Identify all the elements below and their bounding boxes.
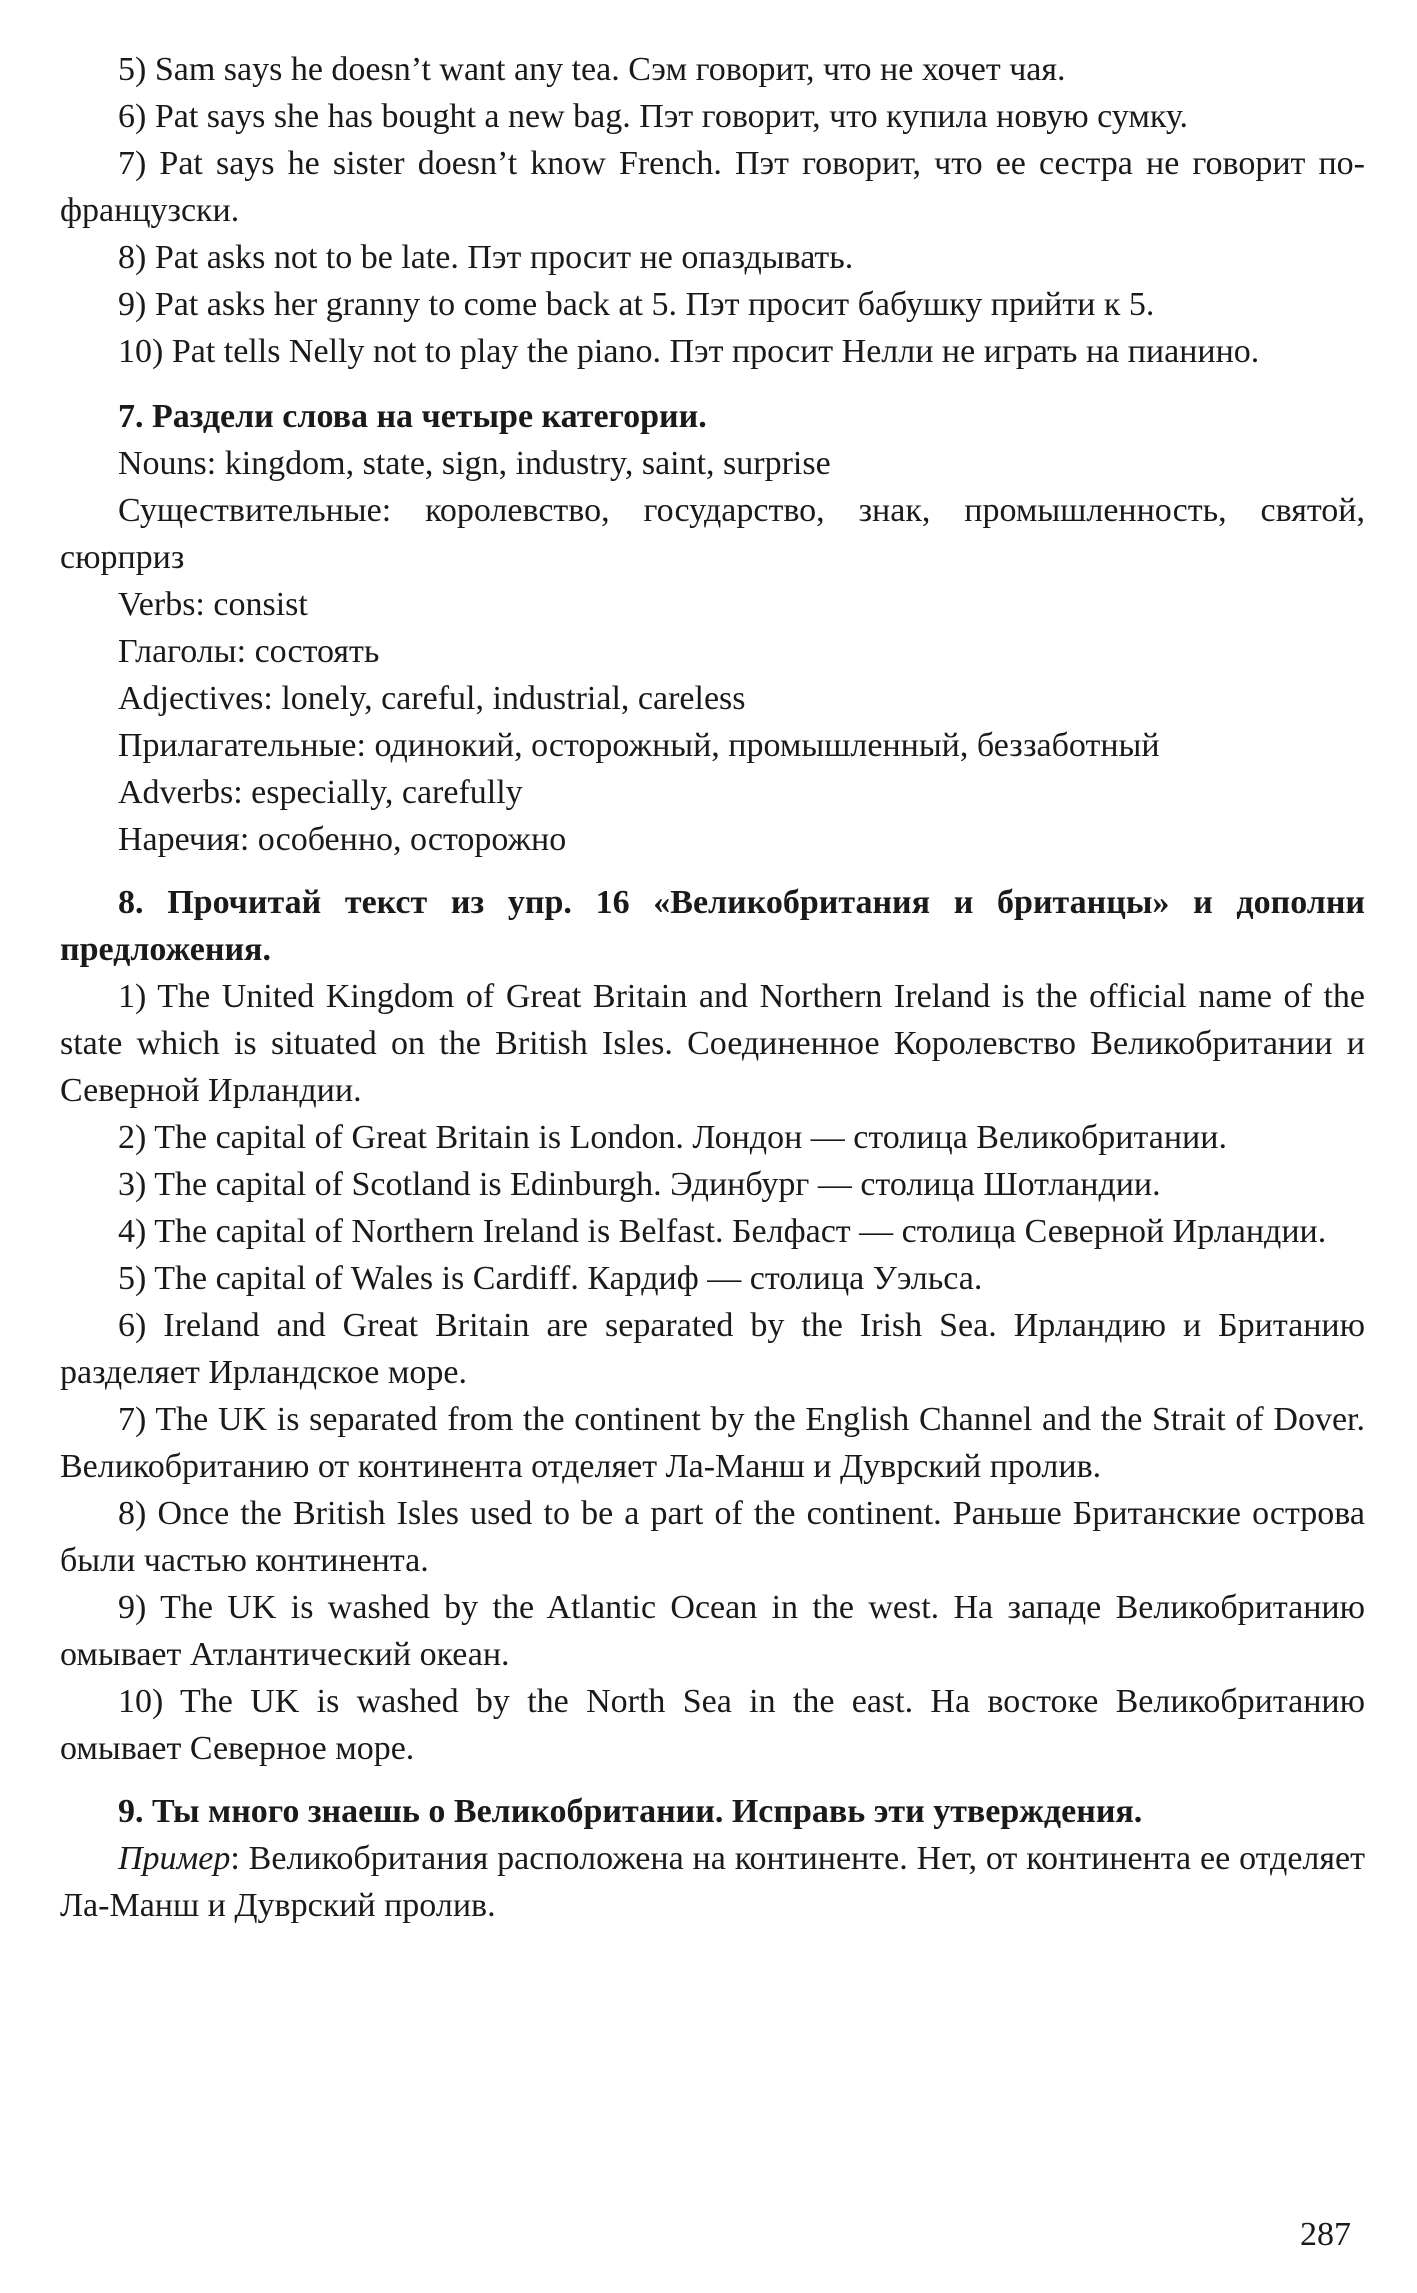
exercise-8-item: 10) The UK is washed by the North Sea in the east. На востоке Великобританию омывает Северное море. bbox=[60, 1683, 1365, 1767]
list-item: 7) Pat says he sister doesn’t know French. Пэт говорит, что ее сестра не говорит по-французски. bbox=[60, 145, 1365, 229]
exercise-8-item: 3) The capital of Scotland is Edinburgh. Эдинбург — столица Шотландии. bbox=[118, 1166, 1161, 1203]
exercise-7-line: Прилагательные: одинокий, осторожный, промышленный, беззаботный bbox=[118, 727, 1160, 764]
exercise-8-item: 4) The capital of Northern Ireland is Belfast. Белфаст — столица Северной Ирландии. bbox=[118, 1213, 1327, 1250]
example-text: : Великобритания расположена на континенте. Нет, от континента ее отделяет Ла-Манш и Дуврский пролив. bbox=[60, 1840, 1365, 1924]
exercise-7-line: Наречия: особенно, осторожно bbox=[118, 821, 567, 858]
exercise-7-line: Глаголы: состоять bbox=[118, 633, 380, 670]
page-number: 287 bbox=[1300, 2216, 1351, 2253]
exercise-7-line: Adverbs: especially, carefully bbox=[118, 774, 523, 811]
exercise-9-example bbox=[60, 1835, 1365, 1929]
exercise-7-line: Nouns: kingdom, state, sign, industry, saint, surprise bbox=[118, 445, 831, 482]
exercise-7-line: Существительные: королевство, государство, знак, промышленность, святой, сюрприз bbox=[60, 492, 1365, 576]
exercise-8-item: 8) Once the British Isles used to be a part of the continent. Раньше Британские острова были частью континента. bbox=[60, 1495, 1365, 1579]
list-item: 10) Pat tells Nelly not to play the piano. Пэт просит Нелли не играть на пианино. bbox=[118, 333, 1260, 370]
exercise-8-item: 7) The UK is separated from the continent by the English Channel and the Strait of Dover. Великобританию от континента отделяет Ла-Манш и Дуврский пролив. bbox=[60, 1401, 1365, 1485]
exercise-8-item: 6) Ireland and Great Britain are separated by the Irish Sea. Ирландию и Британию разделяет Ирландское море. bbox=[60, 1307, 1365, 1391]
exercise-8-item: 5) The capital of Wales is Cardiff. Кардиф — столица Уэльса. bbox=[118, 1260, 983, 1297]
list-item: 5) Sam says he doesn’t want any tea. Сэм говорит, что не хочет чая. bbox=[118, 51, 1066, 88]
exercise-7-line: Adjectives: lonely, careful, industrial, careless bbox=[118, 680, 746, 717]
exercise-8-item: 1) The United Kingdom of Great Britain and Northern Ireland is the official name of the state which is situated on the British Isles. Соединенное Королевство Великобритании и Северной Ирландии. bbox=[60, 978, 1365, 1109]
list-item: 9) Pat asks her granny to come back at 5. Пэт просит бабушку прийти к 5. bbox=[118, 286, 1155, 323]
list-item: 8) Pat asks not to be late. Пэт просит не опаздывать. bbox=[118, 239, 854, 276]
example-label: Пример bbox=[118, 1840, 231, 1877]
exercise-8-heading: 8. Прочитай текст из упр. 16 «Великобритания и британцы» и дополни предложения. bbox=[60, 884, 1365, 968]
exercise-7-line: Verbs: consist bbox=[118, 586, 308, 623]
exercise-8-item: 2) The capital of Great Britain is London. Лондон — столица Великобритании. bbox=[118, 1119, 1227, 1156]
list-item: 6) Pat says she has bought a new bag. Пэт говорит, что купила новую сумку. bbox=[118, 98, 1188, 135]
exercise-9-heading: 9. Ты много знаешь о Великобритании. Исправь эти утверждения. bbox=[118, 1793, 1143, 1830]
exercise-8-item: 9) The UK is washed by the Atlantic Ocean in the west. На западе Великобританию омывает Атлантический океан. bbox=[60, 1589, 1365, 1673]
exercise-7-heading: 7. Раздели слова на четыре категории. bbox=[118, 398, 707, 435]
